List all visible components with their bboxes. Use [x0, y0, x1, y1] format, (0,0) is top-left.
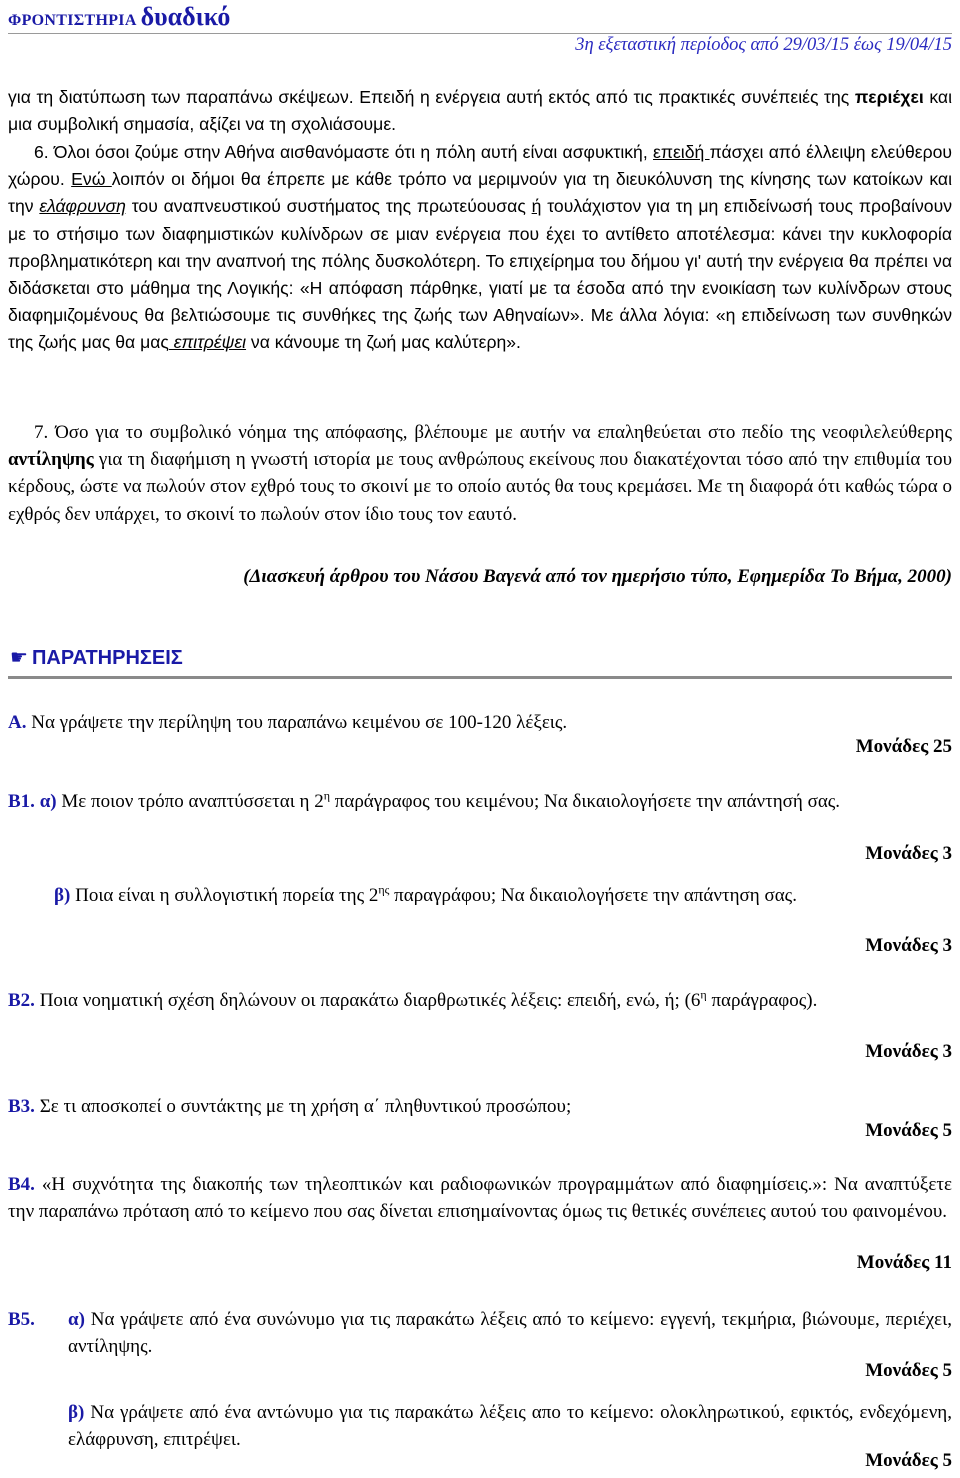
section-divider: [8, 676, 952, 679]
paragraph-5-end: για τη διατύπωση των παραπάνω σκέψεων. Επειδή η ενέργεια αυτή εκτός από τις πρακτικές συνέπειές της περιέχει και μια συμβολική σημασία, αξίζει να τη σχολιάσουμε.: [8, 87, 952, 135]
question-b4: Β4. «Η συχνότητα της διακοπής των τηλεοπτικών και ραδιοφωνικών προγραμμάτων από διαφημίσεις.»: Να αναπτύξετε την παραπάνω πρόταση από το κείμενο που σας δίνεται επισημαίνοντας όμως τις θετικές συνέπειες αυτού του φαινομένου.: [8, 1174, 952, 1223]
marks-b5a: Μονάδες 5: [865, 1360, 952, 1381]
header-divider: [8, 33, 952, 34]
marks-b1a: Μονάδες 3: [865, 843, 952, 864]
paragraph-6: 6. Όλοι όσοι ζούμε στην Αθήνα αισθανόμαστε ότι η πόλη αυτή είναι ασφυκτική, επειδή πάσχει από έλλειψη ελεύθερου χώρου. Ενώ λοιπόν οι δήμοι θα έπρεπε με κάθε τρόπο να μεριμνούν για τη διευκόλυνση της κίνησης των κατοίκων και την ελάφρυνση του αναπνευστικού συστήματος της πρωτεύουσας ή τουλάχιστον για τη μη επιδείνωσή τους προβαίνουν με το στήσιμο των διαφημιστικών κυλίνδρων σε μιαν ενέργεια που έχει το αντίθετο αποτέλεσμα: κάνει την κυκλοφορία προβληματικότερη και την αναπνοή της πόλης δυσκολότερη. Το επιχείρημα του δήμου γι' αυτή την ενέργεια θα πρέπει να διδάσκεται στο μάθημα της Λογικής: «Η απόφαση πάρθηκε, γιατί με τα έσοδα από την ενοικίαση των κυλίνδρων στους διαφημιζομένους θα βελτιώσουμε τις συνθήκες της ζωής των Αθηναίων». Με άλλα λόγια: «η επιδείνωση των συνθηκών της ζωής μας θα μας επιτρέψει να κάνουμε τη ζωή μας καλύτερη».: [8, 142, 952, 353]
question-b3: Β3. Σε τι αποσκοπεί ο συντάκτης με τη χρήση α΄ πληθυντικού προσώπου;: [8, 1096, 572, 1117]
question-b1a: Β1. α) Με ποιον τρόπο αναπτύσσεται η $2^\eta$ παράγραφος του κειμένου; Να δικαιολογήσετε την απάντησή σας.: [8, 788, 841, 812]
question-b2: Β2. Ποια νοηματική σχέση δηλώνουν οι παρακάτω διαρθρωτικές λέξεις: επειδή, ενώ, ή; ($6^\eta$ παράγραφος).: [8, 987, 818, 1011]
brand-logo: [8, 2, 230, 32]
marks-b2: Μονάδες 3: [865, 1041, 952, 1062]
marks-b1b: Μονάδες 3: [865, 935, 952, 956]
question-a: Α. Να γράψετε την περίληψη του παραπάνω κειμένου σε 100-120 λέξεις.: [8, 712, 568, 733]
exam-period: 3η εξεταστική περίοδος από 29/03/15 έως 19/04/15: [575, 35, 952, 55]
marks-b4: Μονάδες 11: [856, 1252, 952, 1273]
question-b5a: α) Να γράψετε από ένα συνώνυμο για τις παρακάτω λέξεις από το κείμενο: εγγενή, τεκμήρια, βιώνουμε, περιέχει, αντίληψης.: [68, 1309, 952, 1358]
marks-b5b: Μονάδες 5: [865, 1450, 952, 1471]
pointing-hand-icon: ☛: [10, 647, 28, 669]
marks-b3: Μονάδες 5: [865, 1120, 952, 1141]
question-b1b: β) Ποια είναι η συλλογιστική πορεία της $2^{\eta\varsigma}$ παραγράφου; Να δικαιολογήσετε την απάντηση σας.: [54, 882, 797, 906]
section-heading: ☛ ΠΑΡΑΤΗΡΗΣΕΙΣ: [10, 647, 183, 669]
brand-name: ΦΡΟΝΤΙΣΤΗΡΙΑ: [8, 12, 137, 29]
marks-a: Μονάδες 25: [855, 736, 952, 757]
question-b5b: β) Να γράψετε από ένα αντώνυμο για τις παρακάτω λέξεις απο το κείμενο: ολοκληρωτικού, εφικτός, ενδεχόμενη, ελάφρυνση, επιτρέψει.: [68, 1402, 952, 1451]
question-b5-label: Β5.: [8, 1309, 35, 1330]
paragraph-7: 7. Όσο για το συμβολικό νόημα της απόφασης, βλέπουμε με αυτήν να επαληθεύεται στο πεδίο της νεοφιλελεύθερης αντίληψης για τη διαφήμιση η γνωστή ιστορία με τους ανθρώπους εκείνους που διακατέχονται τόσο από την επιθυμία του κέρδους, ώστε να πωλούν στον εχθρό τους το σκοινί με το οποίο αυτός θα τους κρεμάσει. Με τη διαφορά ότι καθώς τώρα ο εχθρός δεν υπάρχει, το σκοινί το πωλούν στον ίδιο τους τον εαυτό.: [8, 422, 952, 525]
brand-name-script: δυαδικό: [140, 2, 231, 31]
article-source: (Διασκευή άρθρου του Νάσου Βαγενά από τον ημερήσιο τύπο, Εφημερίδα Το Βήμα, 2000): [243, 566, 952, 587]
